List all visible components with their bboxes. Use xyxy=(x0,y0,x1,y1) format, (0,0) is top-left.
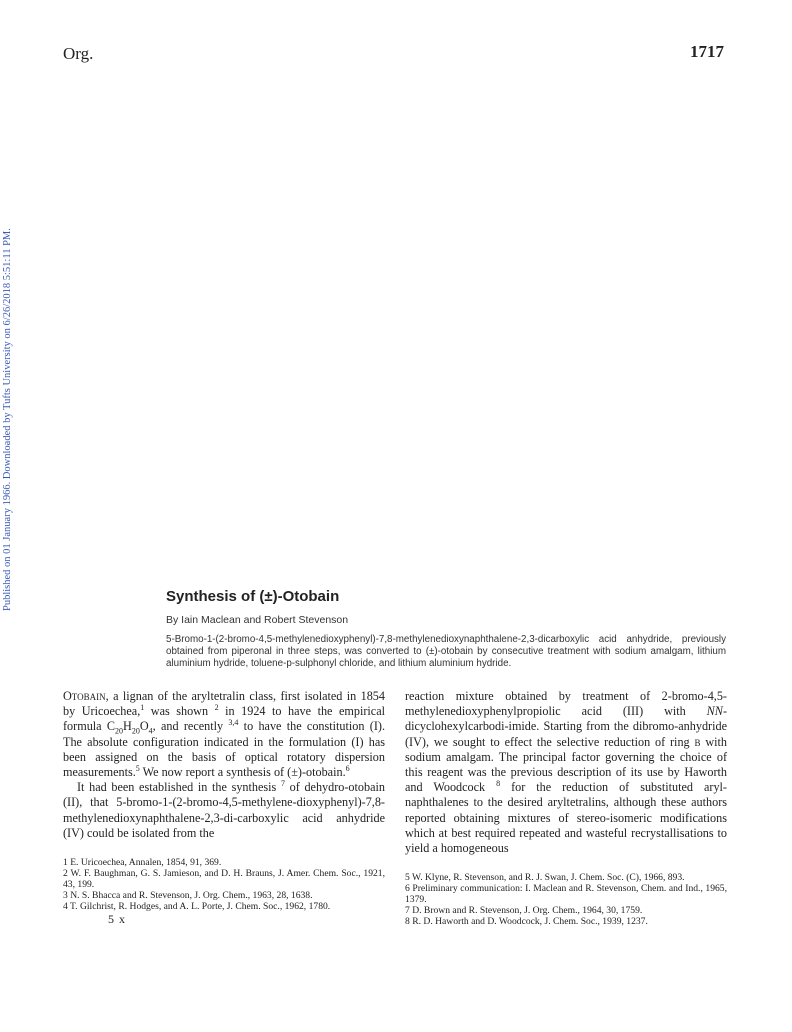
footnote-1: 1 E. Uricoechea, Annalen, 1854, 91, 369. xyxy=(63,857,222,868)
footnote-3: 3 N. S. Bhacca and R. Stevenson, J. Org. Chem., 1963, 28, 1638. xyxy=(63,890,313,901)
page-number: 1717 xyxy=(690,42,724,61)
download-watermark-link[interactable]: Published on 01 January 1966. Downloaded by Tufts University on 6/26/2018 5:51:11 PM. xyxy=(2,228,13,612)
running-header-journal: Org. xyxy=(63,44,94,63)
article-authors: By Iain Maclean and Robert Stevenson xyxy=(166,614,349,626)
footnote-8: 8 R. D. Haworth and D. Woodcock, J. Chem. Soc., 1939, 1237. xyxy=(405,916,648,927)
body-column-left xyxy=(63,689,385,841)
body-column-right xyxy=(405,689,727,856)
footnote-5: 5 W. Klyne, R. Stevenson, and R. J. Swan, J. Chem. Soc. (C), 1966, 893. xyxy=(405,872,685,883)
footnote-2: 2 W. F. Baughman, G. S. Jamieson, and D. H. Brauns, J. Amer. Chem. Soc., 1921, 43, 199. xyxy=(63,868,385,890)
footnote-4: 4 T. Gilchrist, R. Hodges, and A. L. Porte, J. Chem. Soc., 1962, 1780. xyxy=(63,901,331,912)
paragraph-1: Otobain, a lignan of the aryltetralin class, first isolated in 1854 by Uricoechea,$^1$ was shown $^2$ in 1924 to have the empirical formula $C_{20}H_{20}O_4$, and recently $^{3,4}$ to have the constitution (I). The absolute configuration indicated in the formulation (I) has been assigned on the basis of optical rotatory dispersion measurements.$^5$ We now report a synthesis of (±)-otobain.$^6$ xyxy=(63,689,386,780)
footnotes-right xyxy=(405,872,727,927)
paragraph-2: It had been established in the synthesis $^7$ of dehydro-otobain (II), that 5-bromo-1-(2-bromo-4,5-methylene-dioxyphenyl)-7,8-methylenedioxynaphthalene-2,3-di-carboxylic acid anhydride (IV) could be isolated from the xyxy=(63,779,385,840)
lead-word: Otobain xyxy=(63,689,106,703)
signature-mark: 5 x xyxy=(108,912,126,926)
footnote-7: 7 D. Brown and R. Stevenson, J. Org. Chem., 1964, 30, 1759. xyxy=(405,905,643,916)
article-title: Synthesis of (±)-Otobain xyxy=(166,588,340,605)
footnotes-left xyxy=(63,857,385,912)
footnote-6: 6 Preliminary communication: I. Maclean and R. Stevenson, Chem. and Ind., 1965, 1379. xyxy=(405,883,727,905)
article-abstract: 5-Bromo-1-(2-bromo-4,5-methylenedioxyphenyl)-7,8-methylenedioxynaphthalene-2,3-dicarboxylic acid anhydride, previously obtained from piperonal in three steps, was converted to (±)-otobain by consecutive treatment with sodium amalgam, lithium aluminium hydride, toluene-p-sulphonyl chloride, and lithium aluminium hydride. xyxy=(166,634,726,670)
paragraph-3: reaction mixture obtained by treatment of 2-bromo-4,5-methylenedioxyphenylpropiolic acid (III) with NN-dicyclohexylcarbodi-imide. Starting from the dibromo-anhydride (IV), we sought to effect the selective reduction of ring b with sodium amalgam. The principal factor governing the choice of this reagent was the previous description of its use by Haworth and Woodcock $^8$ for the reduction of substituted aryl-naphthalenes to the desired aryltetralins, although these authors reported obtaining mixtures of stereo-isomeric modifications which at best required repeated and wasteful recrystallisations to yield a homogeneous xyxy=(405,689,728,856)
